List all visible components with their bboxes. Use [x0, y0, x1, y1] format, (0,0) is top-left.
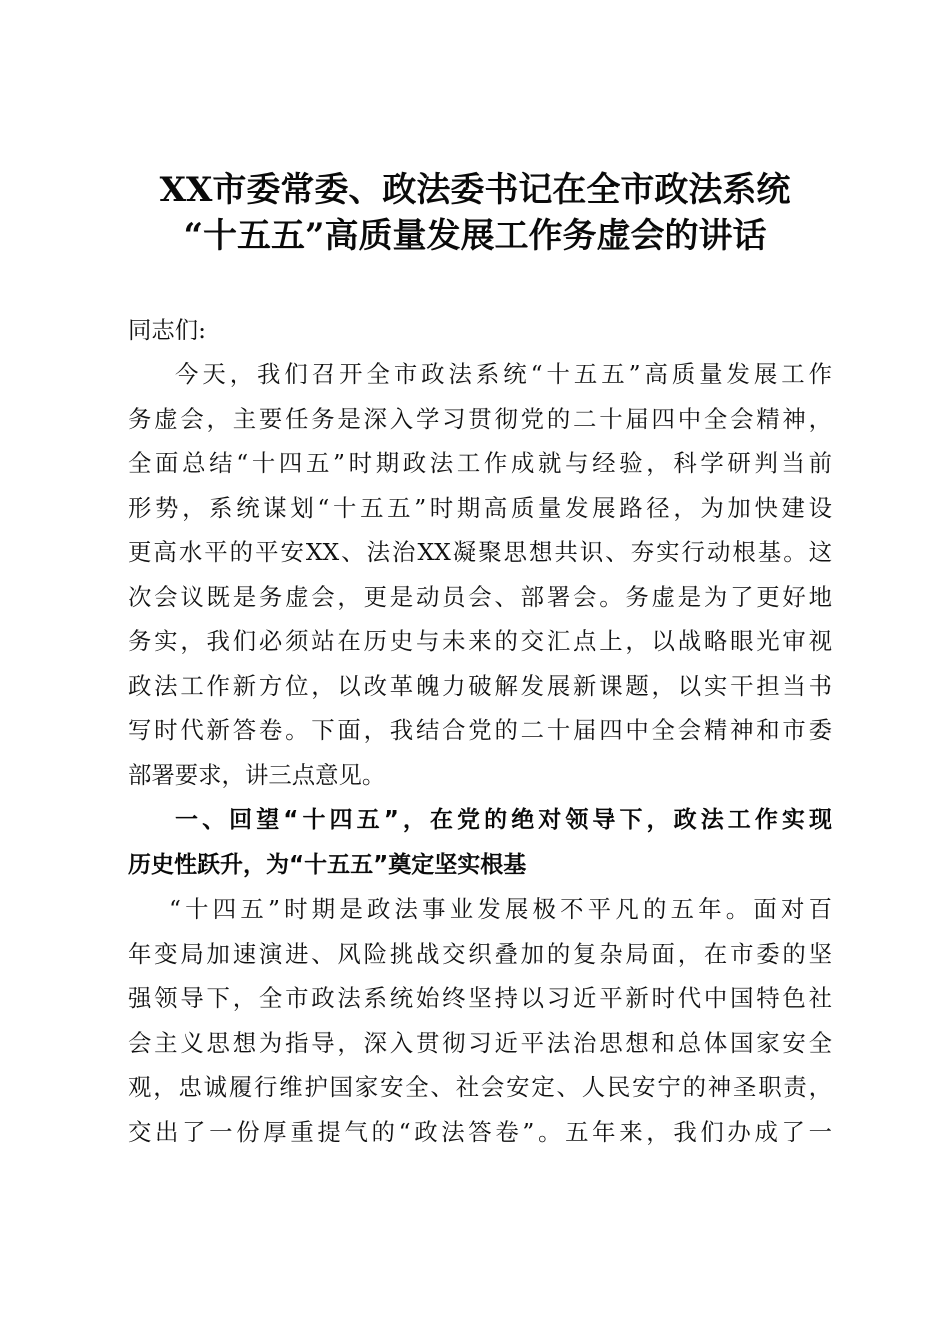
- paragraph-1-line: 务实，我们必须站在历史与未来的交汇点上，以战略眼光审视: [128, 627, 832, 655]
- paragraph-1-line: 政法工作新方位，以改革魄力破解发展新课题，以实干担当书: [128, 672, 832, 700]
- paragraph-1-line: 写时代新答卷。下面，我结合党的二十届四中全会精神和市委: [128, 716, 832, 744]
- paragraph-1-line: 次会议既是务虚会，更是动员会、部署会。务虚是为了更好地: [128, 583, 832, 611]
- paragraph-1-line: 全面总结“十四五”时期政法工作成就与经验，科学研判当前: [128, 449, 832, 477]
- paragraph-2-line: 观，忠诚履行维护国家安全、社会安定、人民安宁的神圣职责，: [128, 1073, 832, 1101]
- document-title-line-1: XX市委常委、政法委书记在全市政法系统: [159, 170, 791, 210]
- section-1-heading-line: 历史性跃升，为“十五五”奠定坚实根基: [128, 852, 527, 878]
- section-1-heading-line: 一、回望“十四五”，在党的绝对领导下，政法工作实现: [175, 807, 832, 833]
- paragraph-2-line: 强领导下，全市政法系统始终坚持以习近平新时代中国特色社: [128, 984, 832, 1012]
- salutation: 同志们:: [128, 316, 207, 344]
- paragraph-1-line: 更高水平的平安XX、法治XX凝聚思想共识、夯实行动根基。这: [128, 538, 832, 566]
- paragraph-1-line: 部署要求，讲三点意见。: [128, 761, 386, 789]
- paragraph-2-line: 年变局加速演进、风险挑战交织叠加的复杂局面，在市委的坚: [128, 940, 832, 968]
- paragraph-2-line: “十四五”时期是政法事业发展极不平凡的五年。面对百: [169, 895, 832, 923]
- paragraph-2-line: 会主义思想为指导，深入贯彻习近平法治思想和总体国家安全: [128, 1029, 832, 1057]
- paragraph-1-line: 务虚会，主要任务是深入学习贯彻党的二十届四中全会精神，: [128, 405, 832, 433]
- paragraph-1-line: 形势，系统谋划“十五五”时期高质量发展路径，为加快建设: [128, 494, 832, 522]
- paragraph-2-line: 交出了一份厚重提气的“政法答卷”。五年来，我们办成了一: [128, 1118, 832, 1146]
- paragraph-1-line: 今天，我们召开全市政法系统“十五五”高质量发展工作: [175, 360, 832, 388]
- document-title-line-2: “十五五”高质量发展工作务虚会的讲话: [183, 216, 767, 256]
